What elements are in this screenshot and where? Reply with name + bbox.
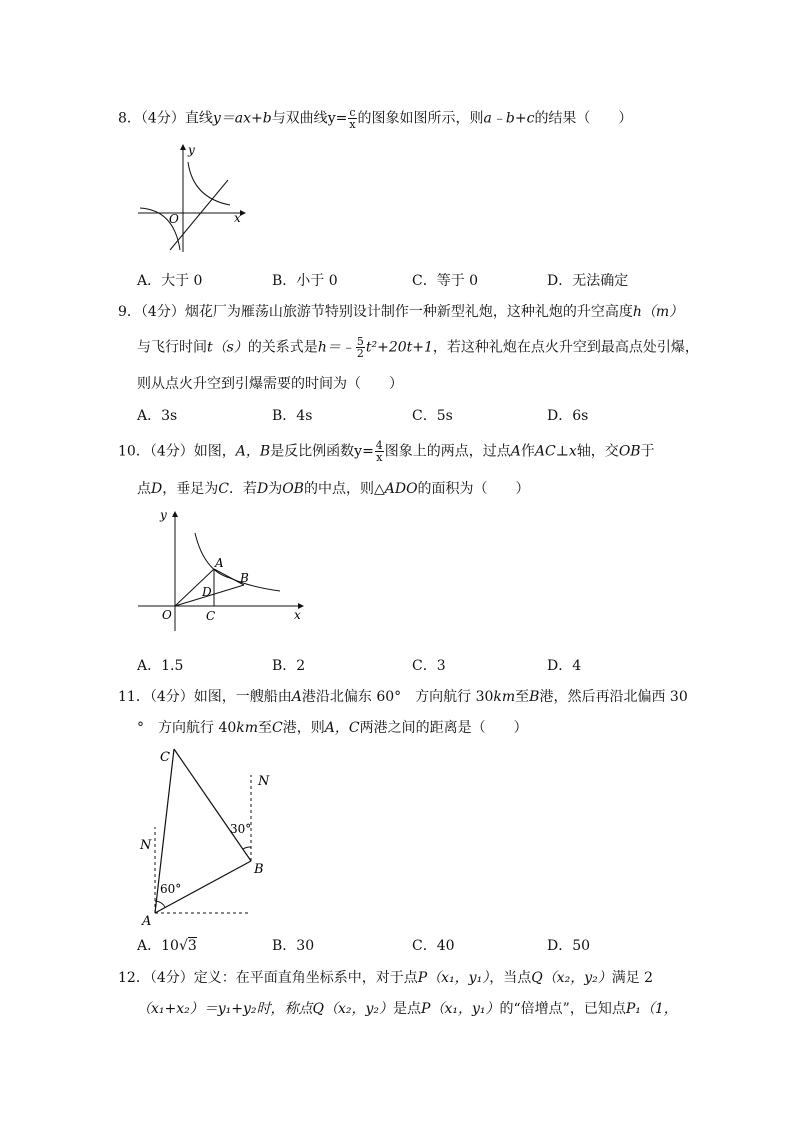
angle-30-label: 30° [230, 822, 252, 836]
q8-score: （4分） [140, 110, 185, 127]
y-label: y [160, 508, 167, 522]
q9-stem-line2: 与飞行时间t（s）的关系式是h＝﹣ $\frac{5}{2}$ t²+20t+1，若这种礼炮在点火升空到最高点处引爆， [137, 335, 699, 360]
fraction: $\frac{c}{x}$ [349, 106, 356, 131]
hyperbola-branch-1 [188, 162, 230, 205]
q11-number: 11． [118, 689, 150, 705]
q12-stem-line2: （x₁+x₂）＝y₁+y₂时，称点Q（x₂，y₂）是点P（x₁，y₁）的“倍增点”，已知点P₁（1， [137, 1001, 678, 1017]
q10-stem-line1: 10．（4分）如图，A，B是反比例函数y= $\frac{4}{x}$ 图象上的两点，过点A作AC⊥x轴，交OB于 [118, 439, 655, 464]
q8-stem: 8．（4分）直线y＝ax+b与双曲线y= $\frac{c}{x}$ 的图象如图所示，则a﹣b+c的结果（ ） [118, 106, 633, 131]
x-label: x [234, 211, 241, 225]
angle-60-label: 60° [160, 882, 182, 896]
q10-option-c[interactable]: C．3 [412, 658, 446, 674]
q10-score: （4分） [149, 443, 194, 460]
q9-score: （4分） [140, 304, 185, 320]
north-a-label: N [140, 838, 152, 853]
q9-stem-line1: 9．（4分）烟花厂为雁荡山旅游节特别设计制作一种新型礼炮，这种礼炮的升空高度h（m） [118, 304, 684, 320]
q9-option-b[interactable]: B．4s [272, 408, 313, 424]
q11-option-a[interactable]: A．10√3 [137, 938, 197, 954]
point-a-label: A [215, 556, 224, 570]
q8-figure [130, 140, 250, 260]
north-b-label: N [258, 774, 270, 789]
q10-option-a[interactable]: A．1.5 [137, 658, 184, 674]
q12-score: （4分） [149, 970, 194, 986]
q11-figure [130, 735, 280, 930]
angle-30-arc [243, 847, 251, 849]
origin-label: O [169, 212, 179, 226]
point-b-label: B [240, 571, 249, 585]
sqrt-sign: √ [178, 938, 188, 954]
point-b-label: B [254, 862, 264, 877]
q10-number: 10． [118, 443, 150, 460]
q8-number: 8． [118, 110, 141, 127]
segment-cb [174, 749, 251, 861]
q10-figure [130, 505, 310, 635]
point-c-label: C [160, 750, 170, 765]
q9-stem-line3: 则从点火升空到引爆需要的时间为（ ） [137, 376, 403, 392]
q11-score: （4分） [149, 689, 194, 705]
x-axis-arrow [240, 210, 246, 216]
q9-option-c[interactable]: C．5s [412, 408, 453, 424]
q12-stem-line1: 12．（4分）定义：在平面直角坐标系中，对于点P（x₁，y₁），当点Q（x₂，y₂）满足 2 [118, 970, 654, 986]
q8-option-b[interactable]: B．小于 0 [272, 273, 338, 289]
point-a-label: A [142, 914, 152, 929]
q11-option-c[interactable]: C．40 [412, 938, 455, 954]
q11-option-b[interactable]: B．30 [272, 938, 315, 954]
q8-option-d[interactable]: D．无法确定 [547, 273, 629, 289]
q11-stem-line1: 11．（4分）如图，一艘船由A港沿北偏东 60° 方向航行 30km至B港，然后再沿北偏西 30 [118, 689, 688, 705]
origin-label: O [162, 608, 172, 622]
q9-option-a[interactable]: A．3s [137, 408, 178, 424]
y-axis-arrow [180, 144, 186, 150]
q11-option-d[interactable]: D．50 [547, 938, 591, 954]
q9-option-d[interactable]: D．6s [547, 408, 589, 424]
q8-option-c[interactable]: C．等于 0 [412, 273, 479, 289]
q11-stem-line2: ° 方向航行 40km至C港，则A，C两港之间的距离是（ ） [137, 720, 528, 736]
q9-number: 9． [118, 304, 141, 320]
q8-option-a[interactable]: A．大于 0 [137, 273, 203, 289]
q12-number: 12． [118, 970, 150, 986]
y-label: y [188, 143, 195, 157]
point-c-label: C [206, 609, 216, 623]
q10-option-d[interactable]: D．4 [547, 658, 582, 674]
fraction: $\frac{4}{x}$ [375, 439, 383, 464]
q10-option-b[interactable]: B．2 [272, 658, 306, 674]
point-d-label: D [202, 585, 212, 599]
y-axis-arrow [172, 511, 178, 517]
x-label: x [294, 608, 301, 622]
fraction: $\frac{5}{2}$ [356, 335, 364, 360]
hyperbola [195, 533, 280, 591]
q10-stem-line2: 点D，垂足为C．若D为OB的中点，则△ADO的面积为（ ） [137, 481, 530, 497]
